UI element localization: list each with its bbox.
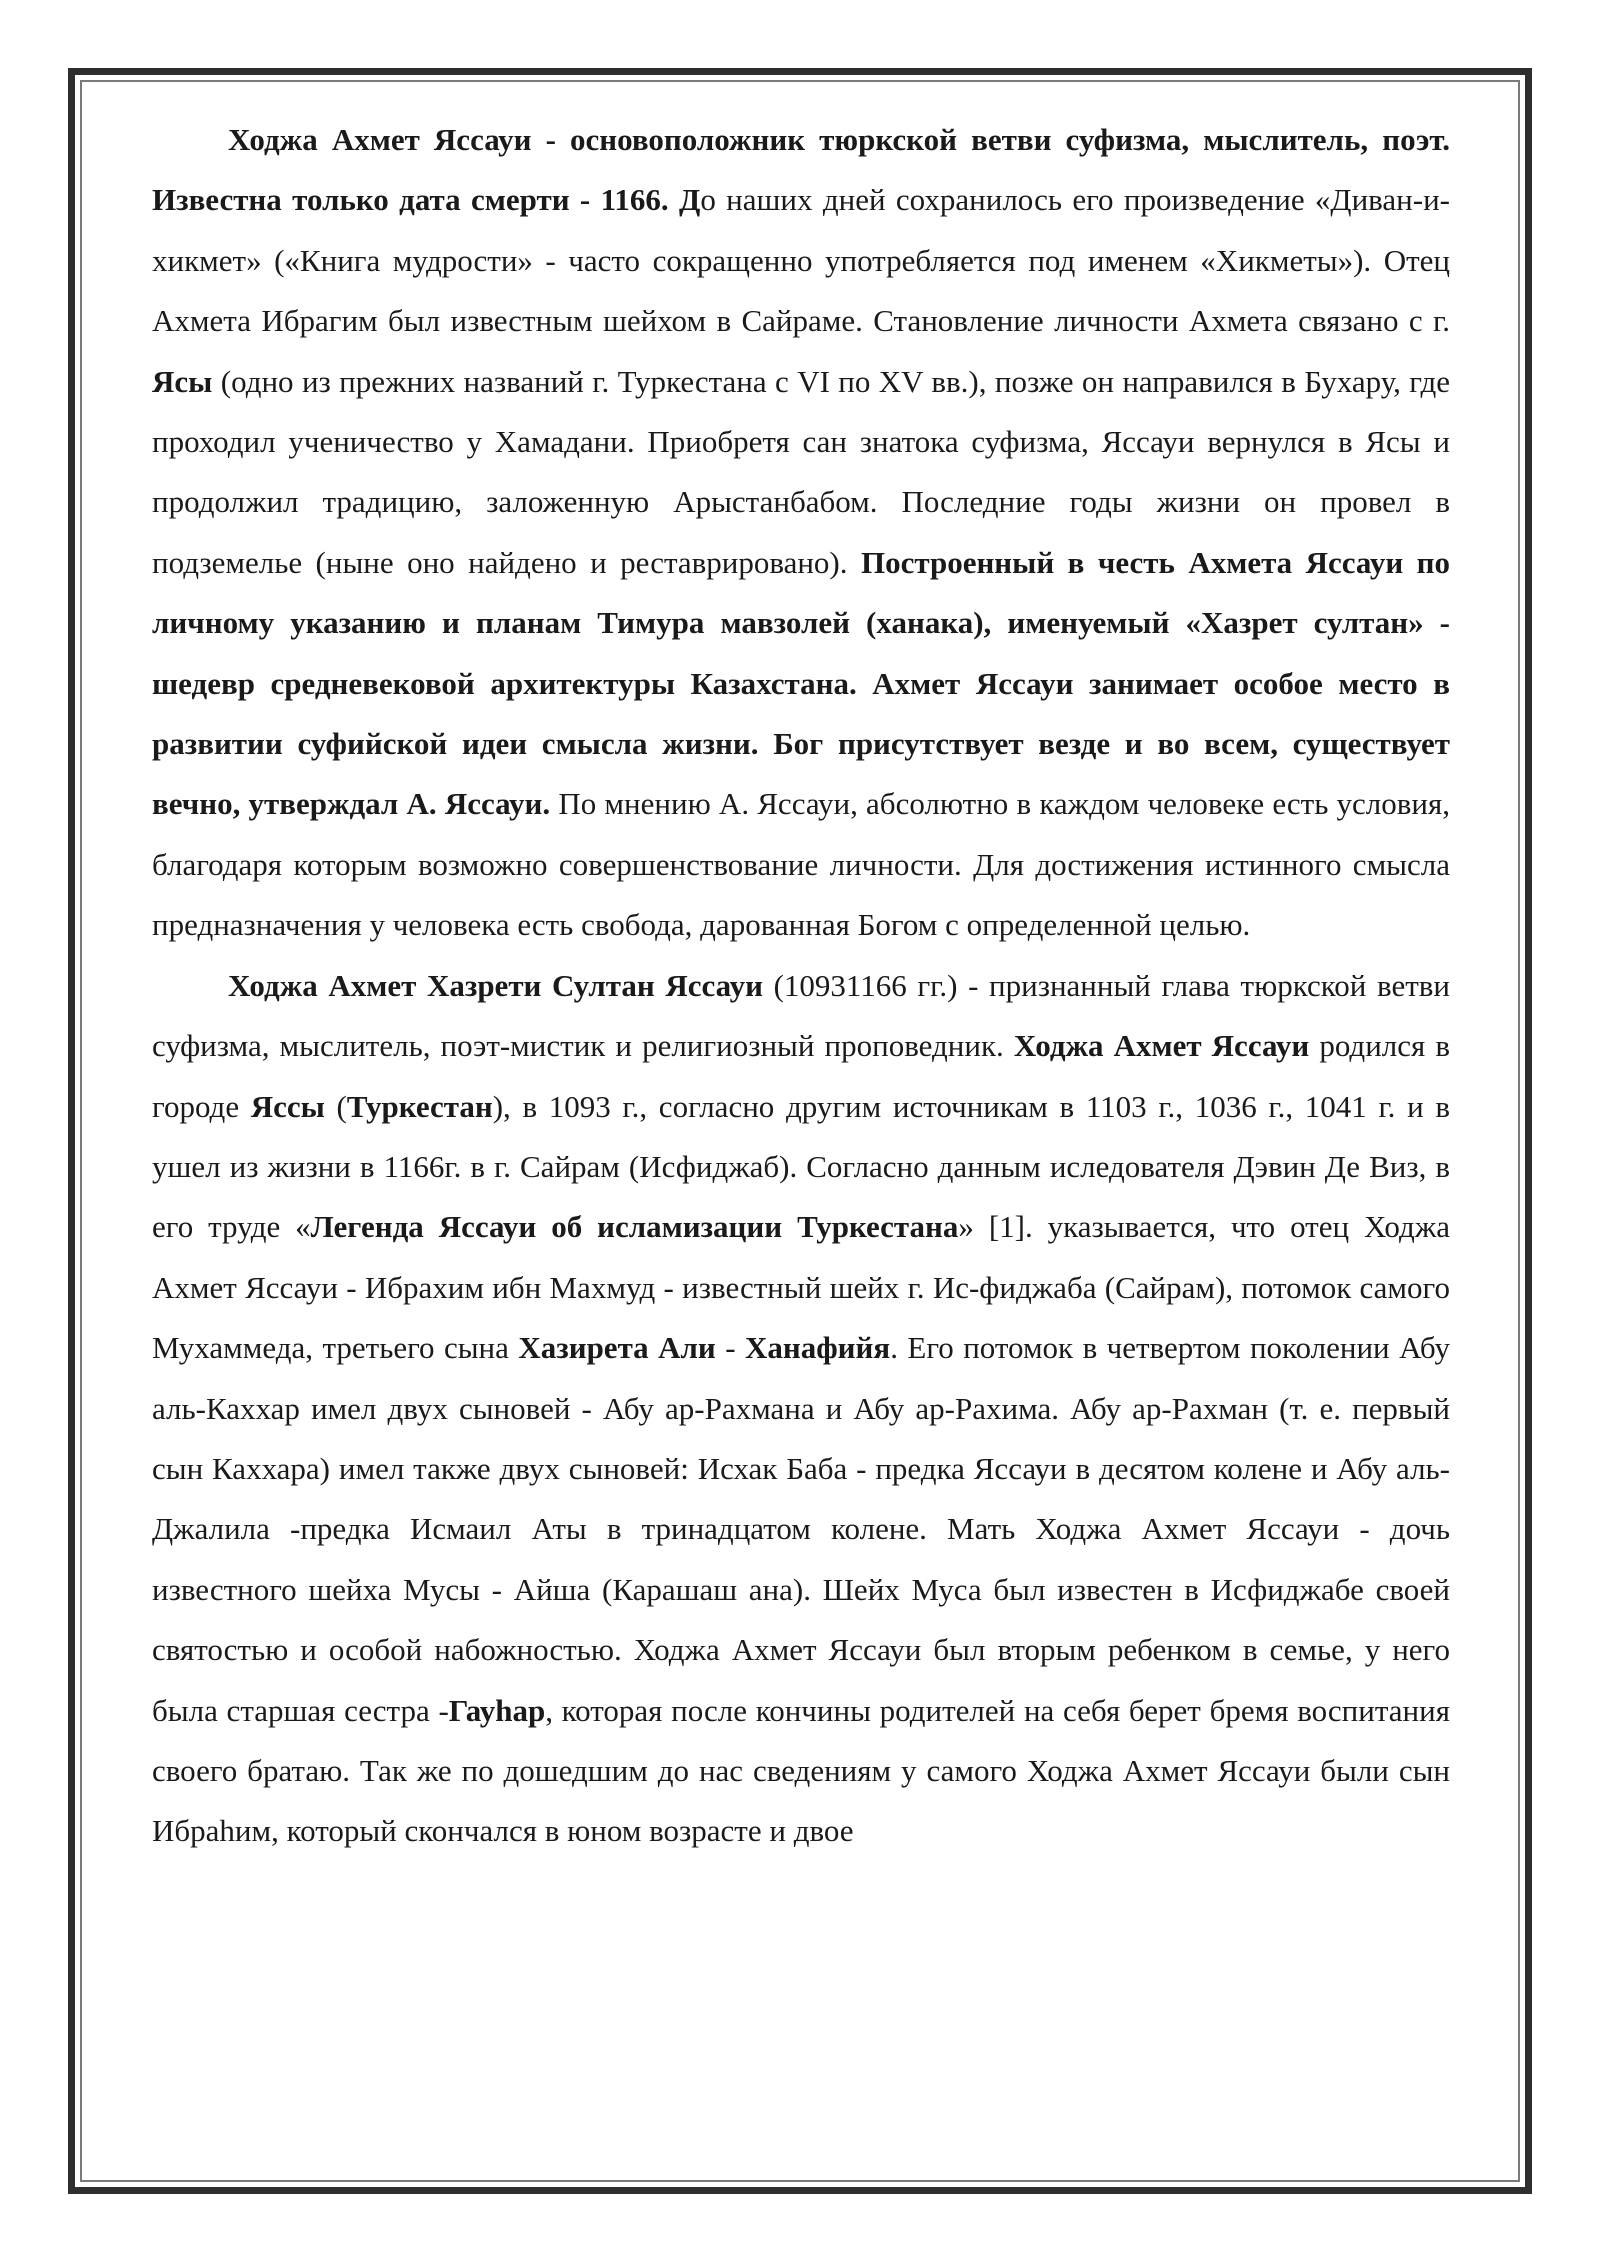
text-run: (10931166 гг.) - признанный глава тюркской ветви суфизма, мыслитель, поэт-мистик и религиозный проповедник. bbox=[152, 967, 1450, 1064]
bold-text-run: Легенда Яссауи об исламизации Туркестана bbox=[310, 1209, 959, 1245]
paragraph-1 bbox=[152, 110, 1450, 956]
bold-text-run: Ходжа Ахмет Хазрети Султан Яссауи bbox=[228, 967, 763, 1003]
bold-text-run: Яссы bbox=[250, 1088, 325, 1124]
bold-text-run: Построенный в честь Ахмета Яссауи по личному указанию и планам Тимура мавзолей (ханака), именуемый «Хазрет султан» - шедевр средневековой архитектуры Казахстана. Ахмет Яссауи занимает особое место в развитии суфийской идеи смысла жизни. Бог присутствует везде и во всем, существует вечно, утверждал А. Яссауи. bbox=[152, 544, 1451, 822]
document-body bbox=[152, 110, 1450, 1862]
text-run: - bbox=[715, 1330, 745, 1366]
bold-text-run: Ханафийя bbox=[744, 1330, 891, 1366]
bold-text-run: Гауhар bbox=[448, 1692, 546, 1728]
text-run: ), в 1093 г., согласно другим источникам в 1103 г., 1036 г., 1041 г. и в ушел из жизни в 1166г. в г. Сайрам (Исфиджаб). Согласно данным иследователя Дэвин Де Виз, в его труде « bbox=[152, 1088, 1450, 1245]
text-run: о наших дней сохранилось его произведение «Диван-и-хикмет» («Книга мудрости» - часто сокращенно употребляется под именем «Хикметы»). Отец Ахмета Ибрагим был известным шейхом в Сайраме. Становление личности Ахмета связано с г. bbox=[152, 182, 1450, 339]
paragraph-2 bbox=[152, 956, 1450, 1862]
text-run: родился в городе bbox=[152, 1028, 1450, 1124]
text-run: . Его потомок в четвертом поколении Абу аль-Каххар имел двух сыновей - Абу ар-Рахмана и Абу ар-Рахима. Абу ар-Рахман (т. е. первый сын Каххара) имел также двух сыновей: Исхак Баба - предка Яссауи в десятом колене и Абу аль-Джалила -предка Исмаил Аты в тринадцатом колене. Мать Ходжа Ахмет Яссауи - дочь известного шейха Мусы - Айша (Карашаш ана). Шейх Муса был известен в Исфиджабе своей святостью и особой набожностью. Ходжа Ахмет Яссауи был вторым ребенком в семье, у него была старшая сестра - bbox=[152, 1330, 1450, 1728]
bold-text-run: Хазирета Али bbox=[518, 1330, 716, 1366]
text-run: » [1]. указывается, что отец Ходжа Ахмет Яссауи - Ибрахим ибн Махмуд - известный шейх г. Ис-фиджаба (Сайрам), потомок самого Мухаммеда, третьего сына bbox=[152, 1209, 1450, 1366]
bold-text-run: Туркестан bbox=[346, 1088, 493, 1124]
bold-text-run: Ходжа Ахмет Яссауи - основоположник тюркской ветви суфизма, мыслитель, поэт. Известна только дата смерти - 1166. Д bbox=[152, 122, 1450, 218]
text-run: ( bbox=[324, 1088, 347, 1124]
text-run: , которая после кончины родителей на себя берет бремя воспитания своего братаю. Так же по дошедшим до нас сведениям у самого Ходжа Ахмет Яссауи были сын Ибраhим, который скончался в юном возрасте и двое bbox=[152, 1692, 1450, 1849]
text-run: По мнению А. Яссауи, абсолютно в каждом человеке есть условия, благодаря которым возможно совершенствование личности. Для достижения истинного смысла предназначения у человека есть свобода, дарованная Богом с определенной целью. bbox=[152, 786, 1450, 943]
text-run: (одно из прежних названий г. Туркестана с VI по XV вв.), позже он направился в Бухару, где проходил ученичество у Хамадани. Приобретя сан знатока суфизма, Яссауи вернулся в Ясы и продолжил традицию, заложенную Арыстанбабом. Последние годы жизни он провел в подземелье (ныне оно найдено и реставрировано). bbox=[152, 363, 1450, 580]
bold-text-run: Ходжа Ахмет Яссауи bbox=[1013, 1028, 1310, 1064]
bold-text-run: Ясы bbox=[152, 363, 213, 399]
